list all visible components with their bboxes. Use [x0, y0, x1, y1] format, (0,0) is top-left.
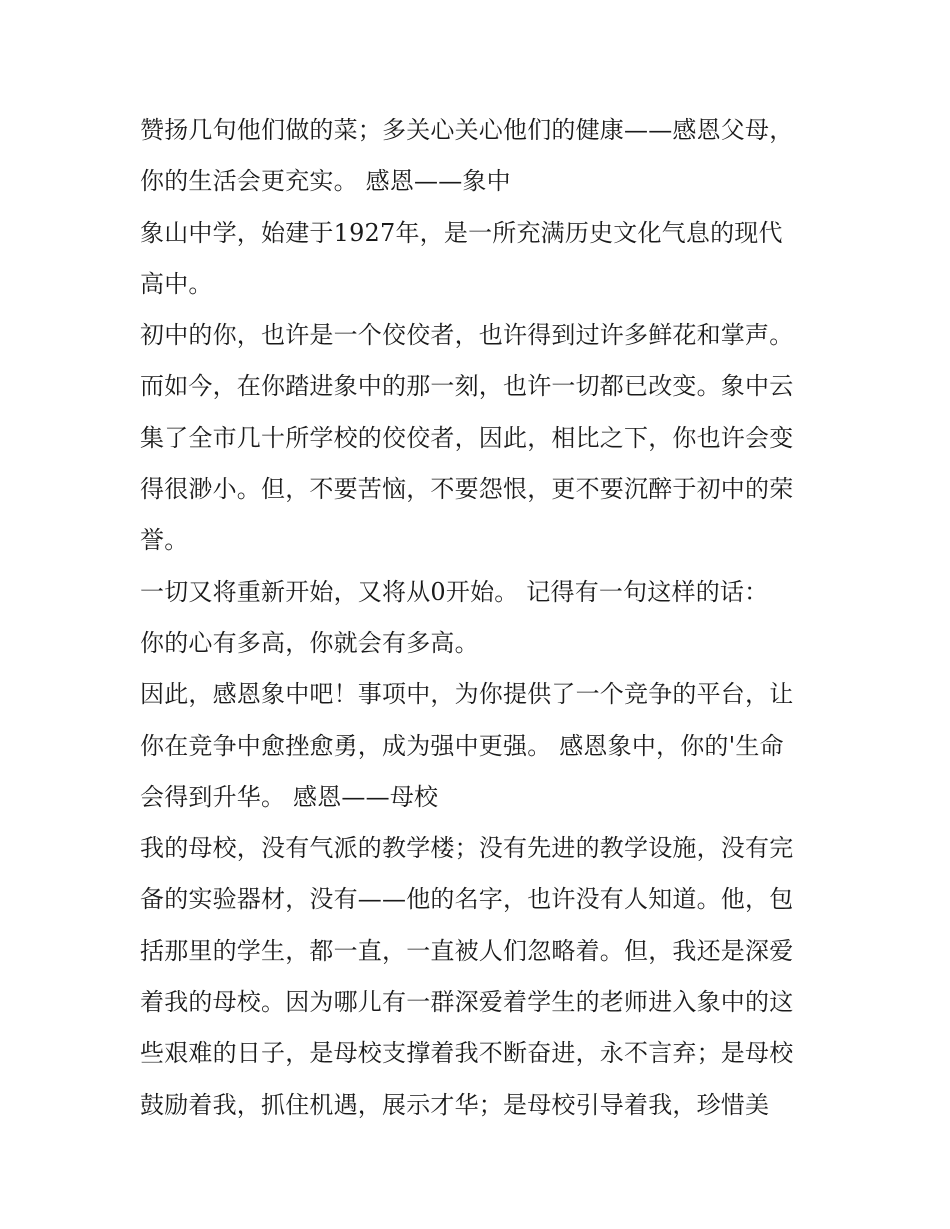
text-line: 而如今，在你踏进象中的那一刻，也许一切都已改变。象中云	[140, 372, 794, 401]
text-line: 高中。	[140, 269, 213, 298]
text-line: 鼓励着我，抓住机遇，展示才华；是母校引导着我，珍惜美	[140, 1090, 770, 1119]
text-line: 因此，感恩象中吧！事项中，为你提供了一个竞争的平台，让	[140, 680, 794, 709]
document-body	[140, 105, 815, 1131]
text-line: 括那里的学生，都一直，一直被人们忽略着。但，我还是深爱	[140, 936, 794, 965]
text-line: 象山中学，始建于1927年，是一所充满历史文化气息的现代	[140, 218, 783, 247]
text-line: 赞扬几句他们做的菜；多关心关心他们的健康——感恩父母，	[140, 116, 794, 144]
text-line: 集了全市几十所学校的佼佼者，因此，相比之下，你也许会变	[140, 423, 794, 452]
text-line: 些艰难的日子，是母校支撑着我不断奋进，永不言弃；是母校	[140, 1039, 794, 1068]
text-line: 你在竞争中愈挫愈勇，成为强中更强。 感恩象中，你的'生命	[140, 731, 784, 760]
text-line: 会得到升华。 感恩——母校	[140, 782, 439, 811]
text-line: 你的生活会更充实。 感恩——象中	[140, 167, 511, 196]
text-line: 一切又将重新开始，又将从0开始。 记得有一句这样的话：	[140, 577, 769, 606]
text-line: 着我的母校。因为哪儿有一群深爱着学生的老师进入象中的这	[140, 988, 794, 1017]
text-line: 初中的你，也许是一个佼佼者，也许得到过许多鲜花和掌声。	[140, 321, 794, 350]
text-line: 得很渺小。但，不要苦恼，不要怨恨，更不要沉醉于初中的荣	[140, 475, 794, 504]
text-line: 我的母校，没有气派的教学楼；没有先进的教学设施，没有完	[140, 834, 794, 863]
text-line: 誉。	[140, 526, 189, 555]
text-line: 你的心有多高，你就会有多高。	[140, 628, 479, 657]
text-line: 备的实验器材，没有——他的名字，也许没有人知道。他，包	[140, 885, 794, 914]
